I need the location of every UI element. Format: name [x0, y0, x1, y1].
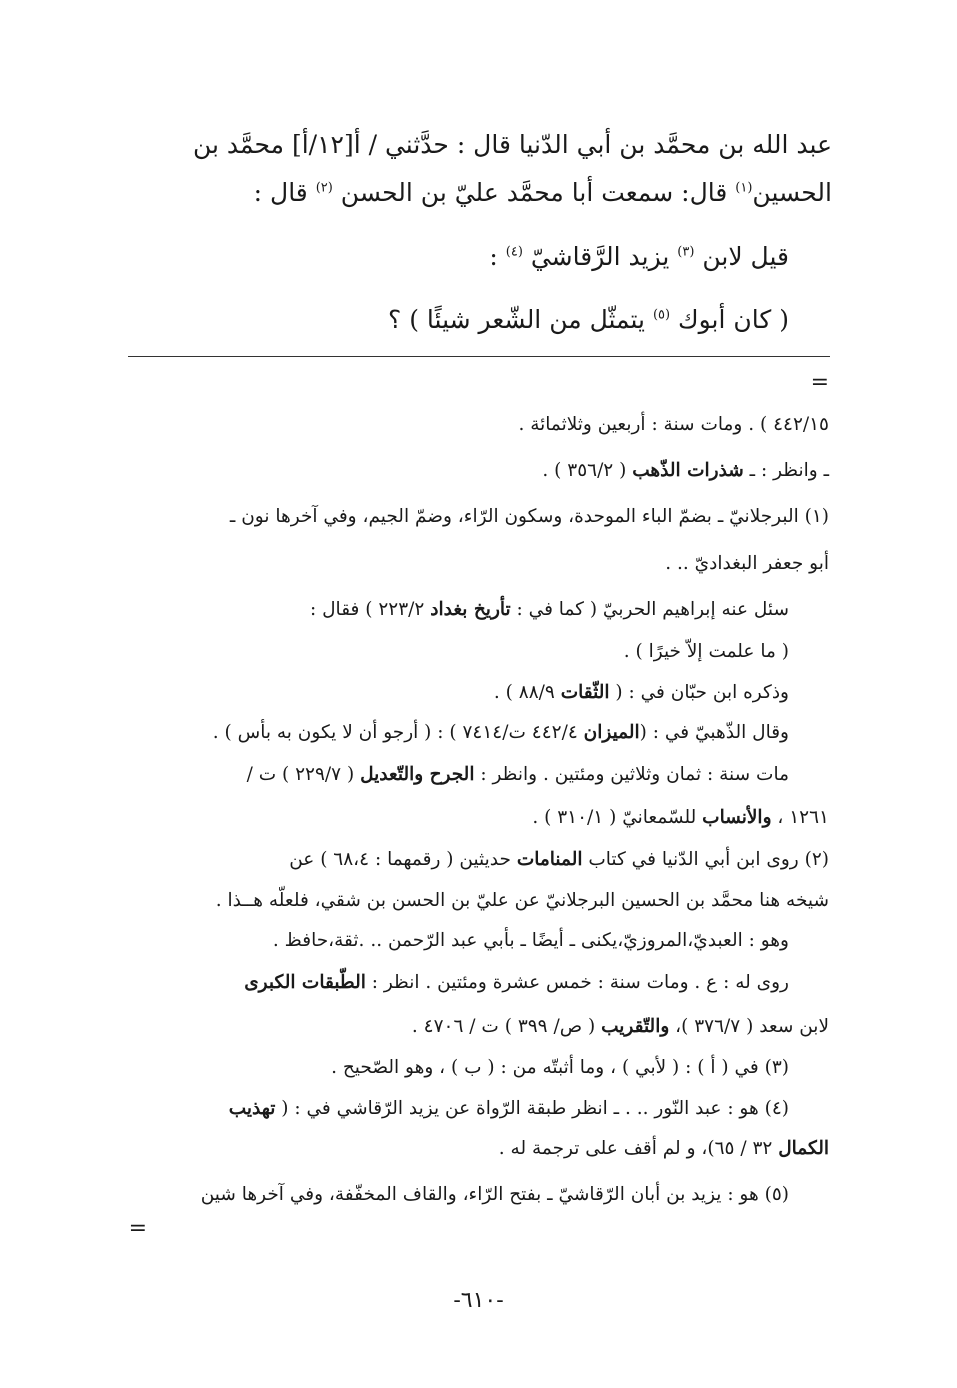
footnote-line: ( ما علمت إلاّ خيرًا ) .: [623, 641, 789, 662]
book-title: المنامات: [516, 849, 583, 870]
footnote-separator: [128, 356, 830, 357]
footnote-text: وذكره ابن حبّان في : (: [609, 682, 789, 703]
footnote-text: ٢٢٣/٢ ) فقال :: [310, 599, 431, 620]
main-text: الحسين: [752, 178, 832, 207]
footnote-line: [310, 595, 789, 625]
main-text: ( كان أبوك: [670, 305, 789, 334]
footnote-line: [499, 1134, 829, 1164]
footnote-text: مات سنة : ثمان وثلاثين ومئتين . وانظر :: [474, 764, 789, 785]
footnote-text: ( ٢٢٩/٧ ) ت /: [246, 764, 361, 785]
continuation-mark: =: [810, 370, 829, 395]
footnote-text: روى له : ع . ومات سنة : خمس عشرة ومئتين . انظر :: [365, 972, 789, 993]
footnote-text: ١٢٦١ ،: [771, 807, 829, 828]
footnote-line: (٥) هو : يزيد بن أبان الرّقاشيّ ـ بفتح الرّاء، والقاف المخفّفة، وفي آخرها شين: [200, 1184, 789, 1205]
book-title: شذرات الذّهب: [632, 460, 744, 481]
main-text-line-3: [489, 234, 789, 280]
book-title: الكمال: [778, 1138, 829, 1159]
footnote-line: [494, 678, 789, 708]
main-text-line-1: عبد الله بن محمَّد بن أبي الدّنيا قال : حدَّثني / أ[١٢/أ] محمَّد بن: [192, 130, 832, 159]
footnote-line: شيخه هنا محمَّد بن الحسين البرجلانيّ عن عليّ بن الحسن بن شقي، فلعلّه هــذا .: [215, 890, 829, 911]
footnote-text: وقال الذّهبيّ في : (: [639, 722, 789, 743]
footnote-line: [289, 845, 829, 875]
footnote-text: سئل عنه إبراهيم الحربيّ ( كما في :: [510, 599, 789, 620]
footnote-text: (٢) روى ابن أبي الدّنيا في كتاب: [582, 849, 829, 870]
footnote-ref[interactable]: (٥): [652, 307, 671, 323]
footnote-line: وهو : العبديّ،المروزيّ،يكنى ـ أيضًا ـ بأبي عبد الرّحمن .. .ثقة،حافظ .: [272, 930, 789, 951]
footnote-text: ٤٤٢/٤ ت/٧٤١٤ ) : ( أرجو أن لا يكون به بأس ) .: [212, 722, 584, 743]
footnote-line: [412, 1012, 829, 1042]
book-title: الجرح والتّعديل: [360, 764, 475, 785]
footnote-line: [247, 760, 789, 790]
footnote-ref[interactable]: (٢): [315, 180, 333, 196]
main-text: قال: سمعت أبا محمَّد عليّ بن الحسن: [332, 178, 736, 207]
main-text: قيل لابن: [694, 242, 789, 271]
main-text: يزيد الرَّقاشيّ: [522, 242, 678, 271]
footnote-ref[interactable]: (٤): [505, 244, 523, 260]
footnote-line: [542, 456, 829, 486]
footnote-text: ٣٢ / ٦٥)، و لم أقف على ترجمة له .: [498, 1138, 779, 1159]
book-title: والأنساب: [702, 807, 772, 828]
footnote-text: للسّمعانيّ ( ٣١٠/١ ) .: [532, 807, 703, 828]
page-number: -٦١٠-: [453, 1288, 504, 1313]
continuation-mark: =: [128, 1216, 147, 1241]
footnote-line: [229, 1094, 789, 1124]
main-text-line-4: [388, 297, 789, 343]
book-title: الميزان: [583, 722, 640, 743]
footnote-text: لابن سعد ( ٣٧٦/٧ )،: [669, 1016, 829, 1037]
book-title: الطّبقات الكبرى: [244, 972, 366, 993]
footnote-ref[interactable]: (١): [735, 180, 753, 196]
main-text: يتمثّل من الشّعر شيئًا ) ؟: [388, 305, 653, 334]
footnote-text: (٤) هو : عبد النّور .. . ـ انظر طبقة الرّواة عن يزيد الرّقاشي في : (: [275, 1098, 789, 1119]
main-text: :: [489, 242, 506, 271]
book-title: الثّقات: [560, 682, 610, 703]
footnote-line: [213, 718, 789, 748]
footnote-line: أبو جعفر البغداديّ .. .: [665, 553, 829, 574]
footnote-text: ( ص/ ٣٩٩ ) ت / ٤٧٠٦ .: [411, 1016, 602, 1037]
footnote-text: ( ٣٥٦/٢ ) .: [542, 460, 633, 481]
book-title: تهذيب: [228, 1098, 276, 1119]
main-text-line-2: [110, 170, 832, 216]
book-title: والتّقريب: [601, 1016, 670, 1037]
footnote-text: ٨٨/٩ ) .: [493, 682, 561, 703]
footnote-line: [532, 803, 829, 833]
footnote-line: ٤٤٢/١٥ ) . ومات سنة : أربعين وثلاثمائة .: [518, 414, 829, 435]
main-text: قال :: [253, 178, 316, 207]
footnote-line: (٣) في ( أ ) : ( لأبي ) ، وما أثبتّه من : ( ب ) ، وهو الصّحيح .: [331, 1057, 789, 1078]
footnote-text: حديثين ( رقمهما : ٦٨،٤ ) عن: [289, 849, 517, 870]
footnote-ref[interactable]: (٣): [677, 244, 695, 260]
book-title: تأريخ بغداد: [430, 599, 511, 620]
footnote-line: (١) البرجلانيّ ـ بضمّ الباء الموحدة، وسكون الرّاء، وضمّ الجيم، وفي آخرها نون ـ: [229, 506, 829, 527]
footnote-line: [244, 968, 789, 998]
footnote-text: ـ وانظر : ـ: [743, 460, 829, 481]
